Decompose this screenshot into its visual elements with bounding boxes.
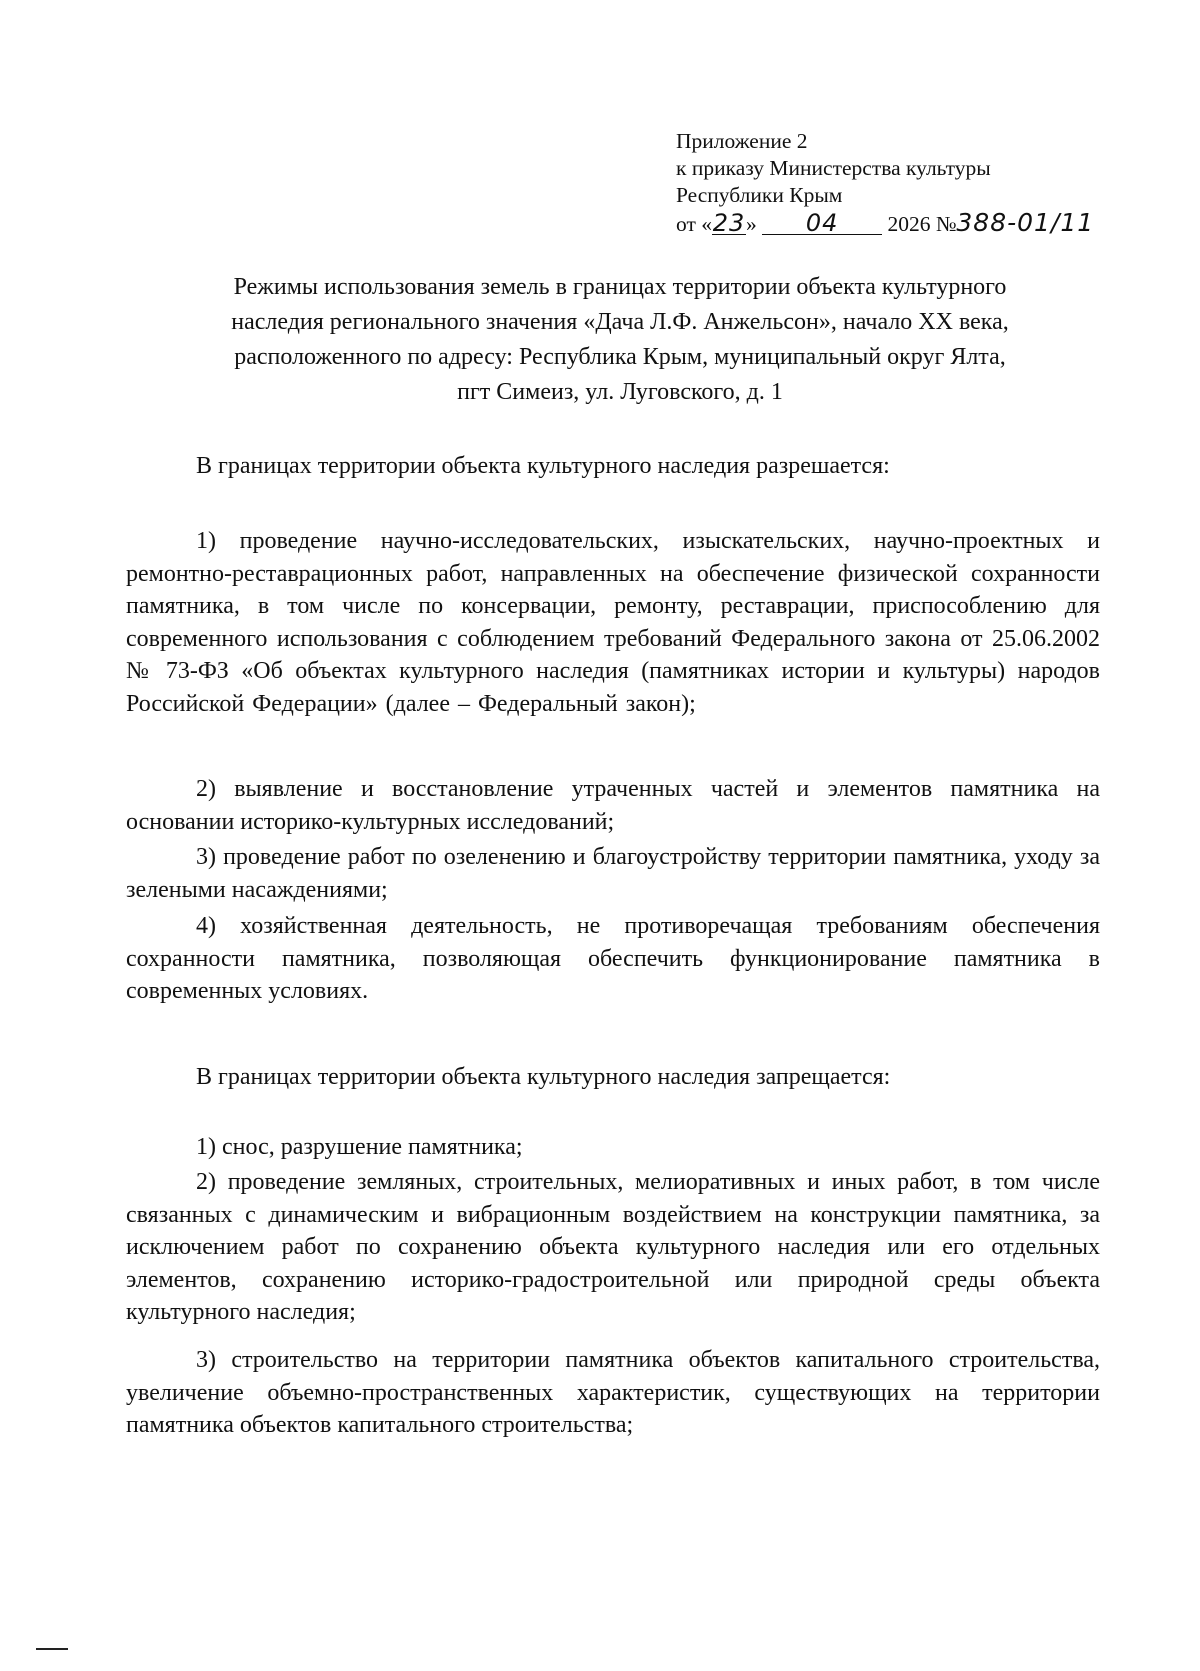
appendix-region: Республики Крым [676, 183, 843, 207]
appendix-number: Приложение 2 [676, 129, 808, 153]
allowed-heading: В границах территории объекта культурного наследия разрешается: [196, 453, 890, 479]
prohibited-item-2: 2) проведение земляных, строительных, мелиоративных и иных работ, в том числе связанных с динамическим и вибрационным воздействием на конструкции памятника, за исключением работ по сохранению объекта культурного наследия или его отдельных элементов, сохранению историко-градостроительной или природной среды объекта культурного наследия; [126, 1169, 1100, 1325]
appendix-order-ref: к приказу Министерства культуры [676, 156, 991, 180]
prohibited-heading: В границах территории объекта культурного наследия запрещается: [196, 1064, 891, 1090]
allowed-item-3: 3) проведение работ по озеленению и благоустройству территории памятника, уходу за зелеными насаждениями; [126, 844, 1100, 903]
appendix-header [676, 128, 1126, 238]
allowed-item-1: 1) проведение научно-исследовательских, изыскательских, научно-проектных и ремонтно-реставрационных работ, направленных на обеспечение физической сохранности памятника, в том числе по консервации, ремонту, реставрации, приспособлению для современного использования с соблюдением требований Федерального закона от 25.06.2002 № 73-ФЗ «Об объектах культурного наследия (памятниках истории и культуры) народов Российской Федерации» (далее – Федеральный закон); [126, 528, 1100, 717]
date-day: 23 [712, 209, 746, 237]
allowed-item-2: 2) выявление и восстановление утраченных частей и элементов памятника на основании историко-культурных исследований; [126, 776, 1100, 835]
date-prefix: от « [676, 212, 712, 236]
title-line-2: наследия регионального значения «Дача Л.Ф. Анжельсон», начало XX века, [231, 309, 1009, 335]
date-year: 2026 № [887, 212, 957, 236]
title-line-4: пгт Симеиз, ул. Луговского, д. 1 [457, 379, 783, 405]
appendix-date-line [676, 209, 1126, 238]
page-edge-dash [36, 1648, 68, 1650]
title-line-1: Режимы использования земель в границах территории объекта культурного [233, 274, 1007, 300]
date-month: 04 [762, 212, 882, 235]
prohibited-item-1: 1) снос, разрушение памятника; [196, 1134, 523, 1160]
order-number: 388-01/11 [956, 208, 1095, 237]
prohibited-item-3: 3) строительство на территории памятника объектов капитального строительства, увеличение объемно-пространственных характеристик, существующих на территории памятника объектов капитального строительства; [126, 1347, 1100, 1438]
title-line-3: расположенного по адресу: Республика Крым, муниципальный округ Ялта, [234, 344, 1006, 370]
allowed-item-4: 4) хозяйственная деятельность, не противоречащая требованиям обеспечения сохранности памятника, позволяющая обеспечить функционирование памятника в современных условиях. [126, 913, 1100, 1004]
document-title [140, 270, 1100, 410]
date-mid: » [746, 212, 757, 236]
